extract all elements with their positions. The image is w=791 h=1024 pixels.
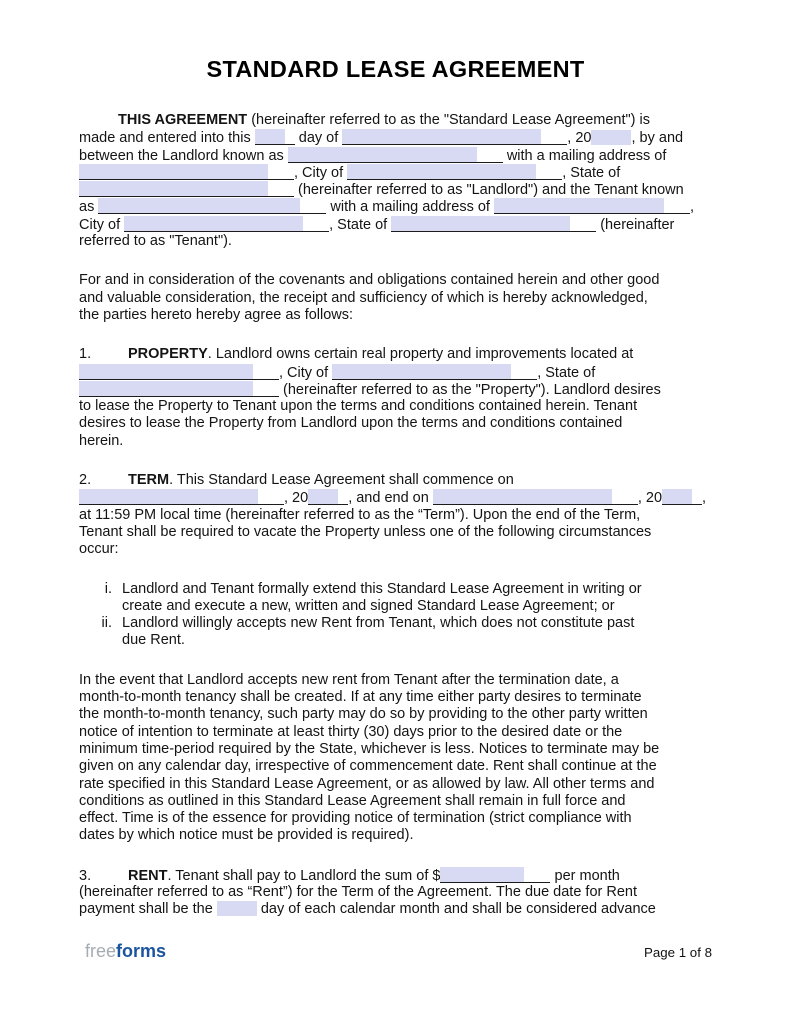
bold-run: THIS AGREEMENT: [118, 112, 248, 128]
text-run: dates by which notice must be provided is required).: [79, 827, 414, 844]
text-run: at 11:59 PM local time (hereinafter referred to as the “Term”). Upon the end of the Term,: [79, 506, 641, 523]
blank-field[interactable]: [288, 147, 503, 163]
text-run: ,: [689, 199, 695, 216]
text-run: , City of: [294, 164, 348, 181]
list-item: [79, 581, 712, 616]
text-run: For and in consideration of the covenants and obligations contained herein and other good: [79, 272, 660, 289]
text-run: . This Standard Lease Agreement shall commence on: [169, 472, 514, 489]
doc-line: [79, 706, 712, 723]
field-highlight: [79, 164, 268, 179]
field-highlight: [217, 901, 257, 916]
doc-line: [122, 581, 712, 598]
doc-line: [79, 398, 712, 415]
section-number: 2.: [79, 472, 92, 489]
doc-line: [79, 776, 712, 793]
field-highlight: [288, 147, 477, 162]
paragraph-block: [79, 272, 712, 324]
text-run: between the Landlord known as: [79, 147, 288, 164]
field-highlight: [255, 129, 285, 144]
text-run: per month: [550, 867, 620, 884]
doc-line: [122, 615, 712, 632]
text-run: (hereinafter referred to as the "Property"). Landlord desires: [279, 381, 661, 398]
doc-line: [122, 632, 712, 649]
doc-line: [79, 541, 712, 558]
doc-line: [79, 147, 712, 164]
blank-field[interactable]: [662, 489, 702, 505]
text-run: . Landlord owns certain real property and improvements located at: [207, 346, 634, 363]
list-item: [79, 615, 712, 650]
list-marker: ii.: [101, 615, 112, 632]
text-run: , and end on: [348, 490, 433, 507]
list-block: [79, 581, 712, 650]
field-highlight: [591, 130, 631, 145]
doc-line: [79, 198, 712, 215]
text-run: City of: [79, 216, 125, 233]
text-run: (hereinafter: [596, 216, 675, 233]
text-run: with a mailing address of: [502, 147, 667, 164]
field-highlight: [494, 198, 664, 213]
field-highlight: [79, 489, 258, 504]
text-run: , 20: [567, 130, 592, 147]
text-run: the month-to-month tenancy, such party may do so by providing to the other party written: [79, 706, 648, 723]
brand-free-text: free: [85, 941, 117, 961]
text-run: create and execute a new, written and signed Standard Lease Agreement; or: [122, 597, 615, 614]
brand-logo: [85, 941, 166, 961]
text-run: herein.: [79, 432, 124, 449]
doc-line: [79, 307, 712, 324]
blank-field[interactable]: [332, 364, 537, 380]
text-run: given on any calendar day, irrespective of commencement date. Rent shall continue at the: [79, 758, 657, 775]
text-run: conditions as outlined in this Standard Lease Agreement shall remain in full force and: [79, 792, 626, 809]
field-highlight: [342, 129, 541, 144]
field-highlight: [440, 867, 524, 882]
doc-line: [79, 867, 712, 884]
text-run: Landlord willingly accepts new Rent from Tenant, which does not constitute past: [122, 615, 635, 632]
doc-line: [79, 272, 712, 289]
blank-field[interactable]: [440, 867, 550, 883]
text-run: , State of: [329, 216, 392, 233]
bold-run: RENT: [128, 867, 168, 884]
field-highlight: [433, 489, 612, 504]
doc-line: [79, 489, 712, 506]
text-run: desires to lease the Property from Landlord upon the terms and conditions contained: [79, 415, 623, 432]
blank-field[interactable]: [347, 164, 562, 180]
text-run: effect. Time is of the essence for providing notice of termination (strict compliance with: [79, 810, 632, 827]
doc-line: [79, 433, 712, 450]
text-run: day of: [294, 130, 343, 147]
doc-line: [79, 290, 712, 307]
blank-field[interactable]: [217, 901, 257, 916]
paragraph-block: [79, 672, 712, 845]
field-highlight: [332, 364, 511, 379]
text-run: referred to as "Tenant").: [79, 233, 232, 250]
section-number: 3.: [79, 867, 92, 884]
text-run: , by and: [631, 130, 684, 147]
text-run: (hereinafter referred to as "Landlord") and the Tenant known: [294, 182, 684, 199]
list-marker: i.: [104, 580, 112, 597]
doc-line: [79, 689, 712, 706]
doc-line: [79, 233, 712, 250]
text-run: and valuable consideration, the receipt and sufficiency of which is hereby acknowledged,: [79, 289, 648, 306]
blank-field[interactable]: [79, 381, 279, 397]
doc-line: [79, 415, 712, 432]
footer: [85, 941, 712, 961]
bold-run: PROPERTY: [128, 346, 208, 363]
paragraph-block: [79, 472, 712, 558]
field-highlight: [98, 198, 300, 213]
doc-line: [79, 810, 712, 827]
doc-line: [79, 507, 712, 524]
field-highlight: [124, 216, 303, 231]
field-highlight: [662, 489, 692, 504]
doc-line: [79, 741, 712, 758]
text-run: Tenant shall be required to vacate the Property unless one of the following circumstances: [79, 523, 652, 540]
text-run: , City of: [279, 364, 333, 381]
blank-field[interactable]: [433, 489, 638, 505]
doc-line: [79, 884, 712, 901]
text-run: , 20: [637, 490, 663, 507]
text-run: due Rent.: [122, 632, 185, 649]
text-run: as: [79, 199, 99, 216]
field-highlight: [391, 216, 570, 231]
doc-line: [79, 524, 712, 541]
blank-field[interactable]: [79, 181, 294, 197]
bold-run: TERM: [128, 472, 170, 489]
blank-field[interactable]: [124, 216, 329, 232]
doc-line: [79, 112, 712, 129]
doc-line: [122, 598, 712, 615]
text-run: Landlord and Tenant formally extend this Standard Lease Agreement in writing or: [122, 580, 642, 597]
text-run: , 20: [284, 490, 309, 507]
page-number: Page 1 of 8: [643, 945, 712, 960]
field-highlight: [79, 181, 268, 196]
blank-field[interactable]: [308, 489, 348, 505]
blank-field[interactable]: [391, 216, 596, 232]
doc-line: [79, 129, 712, 146]
text-run: , State of: [562, 164, 621, 181]
doc-line: [79, 827, 712, 844]
text-run: (hereinafter referred to as “Rent”) for the Term of the Agreement. The due date for Rent: [79, 883, 638, 900]
blank-field[interactable]: [79, 489, 284, 505]
text-run: occur:: [79, 541, 119, 558]
text-run: rate specified in this Standard Lease Agreement, or as allowed by law. All other terms and: [79, 775, 655, 792]
doc-line: [79, 216, 712, 233]
field-highlight: [79, 364, 253, 379]
doc-line: [79, 724, 712, 741]
text-run: with a mailing address of: [326, 199, 494, 216]
paragraph-block: [79, 867, 712, 919]
text-run: minimum time-period required by the State, whichever is less. Notices to terminate may be: [79, 740, 660, 757]
paragraph-block: [79, 346, 712, 450]
blank-field[interactable]: [342, 129, 567, 145]
doc-line: [79, 472, 712, 489]
doc-line: [79, 164, 712, 181]
page-title: STANDARD LEASE AGREEMENT: [206, 56, 585, 82]
indent-spacer: [79, 123, 118, 124]
text-run: (hereinafter referred to as the "Standard Lease Agreement") is: [247, 112, 650, 128]
doc-line: [79, 181, 712, 198]
text-run: In the event that Landlord accepts new rent from Tenant after the termination date, a: [79, 671, 619, 688]
doc-line: [79, 381, 712, 398]
section-number: 1.: [79, 346, 92, 363]
blank-field[interactable]: [591, 130, 631, 145]
text-run: day of each calendar month and shall be considered advance: [256, 901, 656, 918]
blank-field[interactable]: [255, 129, 295, 145]
doc-line: [79, 901, 712, 918]
doc-line: [79, 672, 712, 689]
blank-field[interactable]: [98, 198, 326, 214]
field-highlight: [347, 164, 536, 179]
text-run: payment shall be the: [79, 901, 217, 918]
text-run: notice of intention to terminate at least thirty (30) days prior to the desired date or the: [79, 723, 623, 740]
text-run: month-to-month tenancy shall be created. If at any time either party desires to terminate: [79, 689, 642, 706]
text-run: the parties hereto hereby agree as follows:: [79, 306, 354, 323]
text-run: . Tenant shall pay to Landlord the sum of $: [167, 867, 441, 884]
doc-line: [79, 793, 712, 810]
field-highlight: [79, 381, 253, 396]
doc-line: [79, 364, 712, 381]
blank-field[interactable]: [79, 364, 279, 380]
text-run: made and entered into this: [79, 130, 255, 147]
text-run: ,: [702, 490, 707, 507]
text-run: to lease the Property to Tenant upon the terms and conditions contained herein. Tenant: [79, 398, 638, 415]
text-run: , State of: [537, 364, 596, 381]
doc-line: [79, 346, 712, 363]
document-body: [79, 112, 712, 919]
brand-forms-text: forms: [116, 941, 167, 961]
blank-field[interactable]: [79, 164, 294, 180]
field-highlight: [308, 489, 338, 504]
blank-field[interactable]: [494, 198, 690, 214]
doc-line: [79, 758, 712, 775]
paragraph-block: [79, 112, 712, 250]
